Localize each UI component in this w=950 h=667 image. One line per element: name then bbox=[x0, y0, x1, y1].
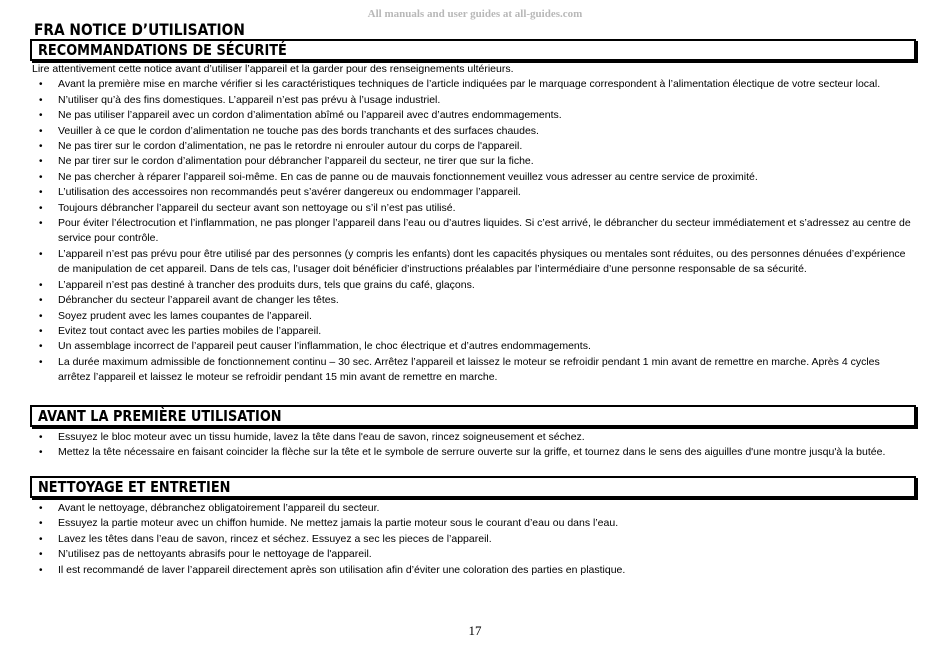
cleaning-maintenance-list bbox=[30, 501, 920, 578]
list-item: • Avant le nettoyage, débranchez obligatoirement l’appareil du secteur. bbox=[30, 501, 920, 516]
list-item: • Pour éviter l’électrocution et l’inflammation, ne pas plonger l’appareil dans l’eau ou d’autres liquides. Si c’est arrivé, le débrancher du secteur immédiatement et s’adressez au centre de service pour contrôle. bbox=[30, 216, 920, 247]
list-item: • L’appareil n’est pas destiné à trancher des produits durs, tels que grains du café, glaçons. bbox=[30, 278, 920, 293]
list-item: • N’utilisez pas de nettoyants abrasifs pour le nettoyage de l'appareil. bbox=[30, 547, 920, 562]
list-item: • Ne par tirer sur le cordon d’alimentation pour débrancher l’appareil du secteur, ne tirer que sur la fiche. bbox=[30, 154, 920, 169]
section-cleaning-maintenance bbox=[30, 476, 920, 578]
list-item: • L’utilisation des accessoires non recommandés peut s’avérer dangereux ou endommager l’appareil. bbox=[30, 185, 920, 200]
list-item: • Veuiller à ce que le cordon d’alimentation ne touche pas des bords tranchants et des surfaces chaudes. bbox=[30, 124, 920, 139]
section-before-first-use bbox=[30, 405, 920, 461]
section-header-cleaning-maintenance bbox=[30, 476, 916, 498]
document-title: FRA NOTICE D’UTILISATION bbox=[34, 20, 245, 39]
list-item: • La durée maximum admissible de fonctionnement continu – 30 sec. Arrêtez l’appareil et laissez le moteur se refroidir pendant 1 min avant de remettre en marche. Après 4 cycles arrêtez l’appareil et laissez le moteur se refroidir pendant 15 min avant de remettre en marche. bbox=[30, 355, 920, 386]
list-item: • Il est recommandé de laver l’appareil directement après son utilisation afin d’éviter une coloration des parties en plastique. bbox=[30, 563, 920, 578]
list-item: • Essuyez le bloc moteur avec un tissu humide, lavez la tête dans l'eau de savon, rincez soigneusement et séchez. bbox=[30, 430, 920, 445]
list-item: • Lavez les têtes dans l’eau de savon, rincez et séchez. Essuyez a sec les piеces de l’appareil. bbox=[30, 532, 920, 547]
list-item: • Soyez prudent avec les lames coupantes de l’appareil. bbox=[30, 309, 920, 324]
page-number: 17 bbox=[468, 623, 482, 638]
list-item: • Essuyez la partie moteur avec un chiffon humide. Ne mettez jamais la partie moteur sous le courant d’eau ou dans l’eau. bbox=[30, 516, 920, 531]
list-item: • L’appareil n’est pas prévu pour être utilisé par des personnes (y compris les enfants) dont les capacités physiques ou mentales sont réduites, ou des personnes dénuées d’expérience de manipulation de cet appareil. Dans de tels cas, l’usager doit bénéficier d’instructions préalables par l’intermédiaire d’une personne responsable de sa sécurité. bbox=[30, 247, 920, 278]
section-title-before-first-use: AVANT LA PREMIÈRE UTILISATION bbox=[38, 407, 282, 425]
section-title-cleaning-maintenance: NETTOYAGE ET ENTRETIEN bbox=[38, 478, 231, 496]
list-item: • Mettez la tête nécessaire en faisant coincider la flèche sur la tête et le symbole de serrure ouverte sur la griffe, et tournez dans le sens des aiguilles d'une montre jusqu'à la butée. bbox=[30, 445, 920, 460]
section-header-before-first-use bbox=[30, 405, 916, 427]
list-item: • Ne pas tirer sur le cordon d’alimentation, ne pas le retordre ni enrouler autour du corps de l'appareil. bbox=[30, 139, 920, 154]
list-item: • Débrancher du secteur l’appareil avant de changer les têtes. bbox=[30, 293, 920, 308]
list-item: • Ne pas utiliser l’appareil avec un cordon d’alimentation abîmé ou l’appareil avec d’autres endommagements. bbox=[30, 108, 920, 123]
list-item: • Ne pas chercher à réparer l’appareil soi-même. En cas de panne ou de mauvais fonctionnement veuillez vous adresser au centre service de proximité. bbox=[30, 170, 920, 185]
safety-intro: Lire attentivement cette notice avant d’utiliser l’appareil et la garder pour des renseignements ultérieurs. bbox=[32, 63, 514, 75]
watermark: All manuals and user guides at all-guides.com bbox=[367, 8, 583, 20]
section-header-safety bbox=[30, 39, 916, 61]
list-item: • Evitez tout contact avec les parties mobiles de l’appareil. bbox=[30, 324, 920, 339]
safety-list bbox=[30, 77, 920, 385]
section-title-safety: RECOMMANDATIONS DE SÉCURITÉ bbox=[38, 41, 287, 59]
list-item: • Un assemblage incorrect de l’appareil peut causer l’inflammation, le choc électrique et d’autres endommagements. bbox=[30, 339, 920, 354]
list-item: • Avant la première mise en marche vérifier si les caractéristiques techniques de l’article indiquées par le marquage correspondent à l’alimentation électique de votre secteur local. bbox=[30, 77, 920, 92]
list-item: • Toujours débrancher l’appareil du secteur avant son nettoyage ou s’il n’est pas utilisé. bbox=[30, 201, 920, 216]
before-first-use-list bbox=[30, 430, 920, 461]
list-item: • N’utiliser qu’à des fins domestiques. L’appareil n’est pas prévu à l’usage industriel. bbox=[30, 93, 920, 108]
section-safety bbox=[30, 39, 920, 386]
